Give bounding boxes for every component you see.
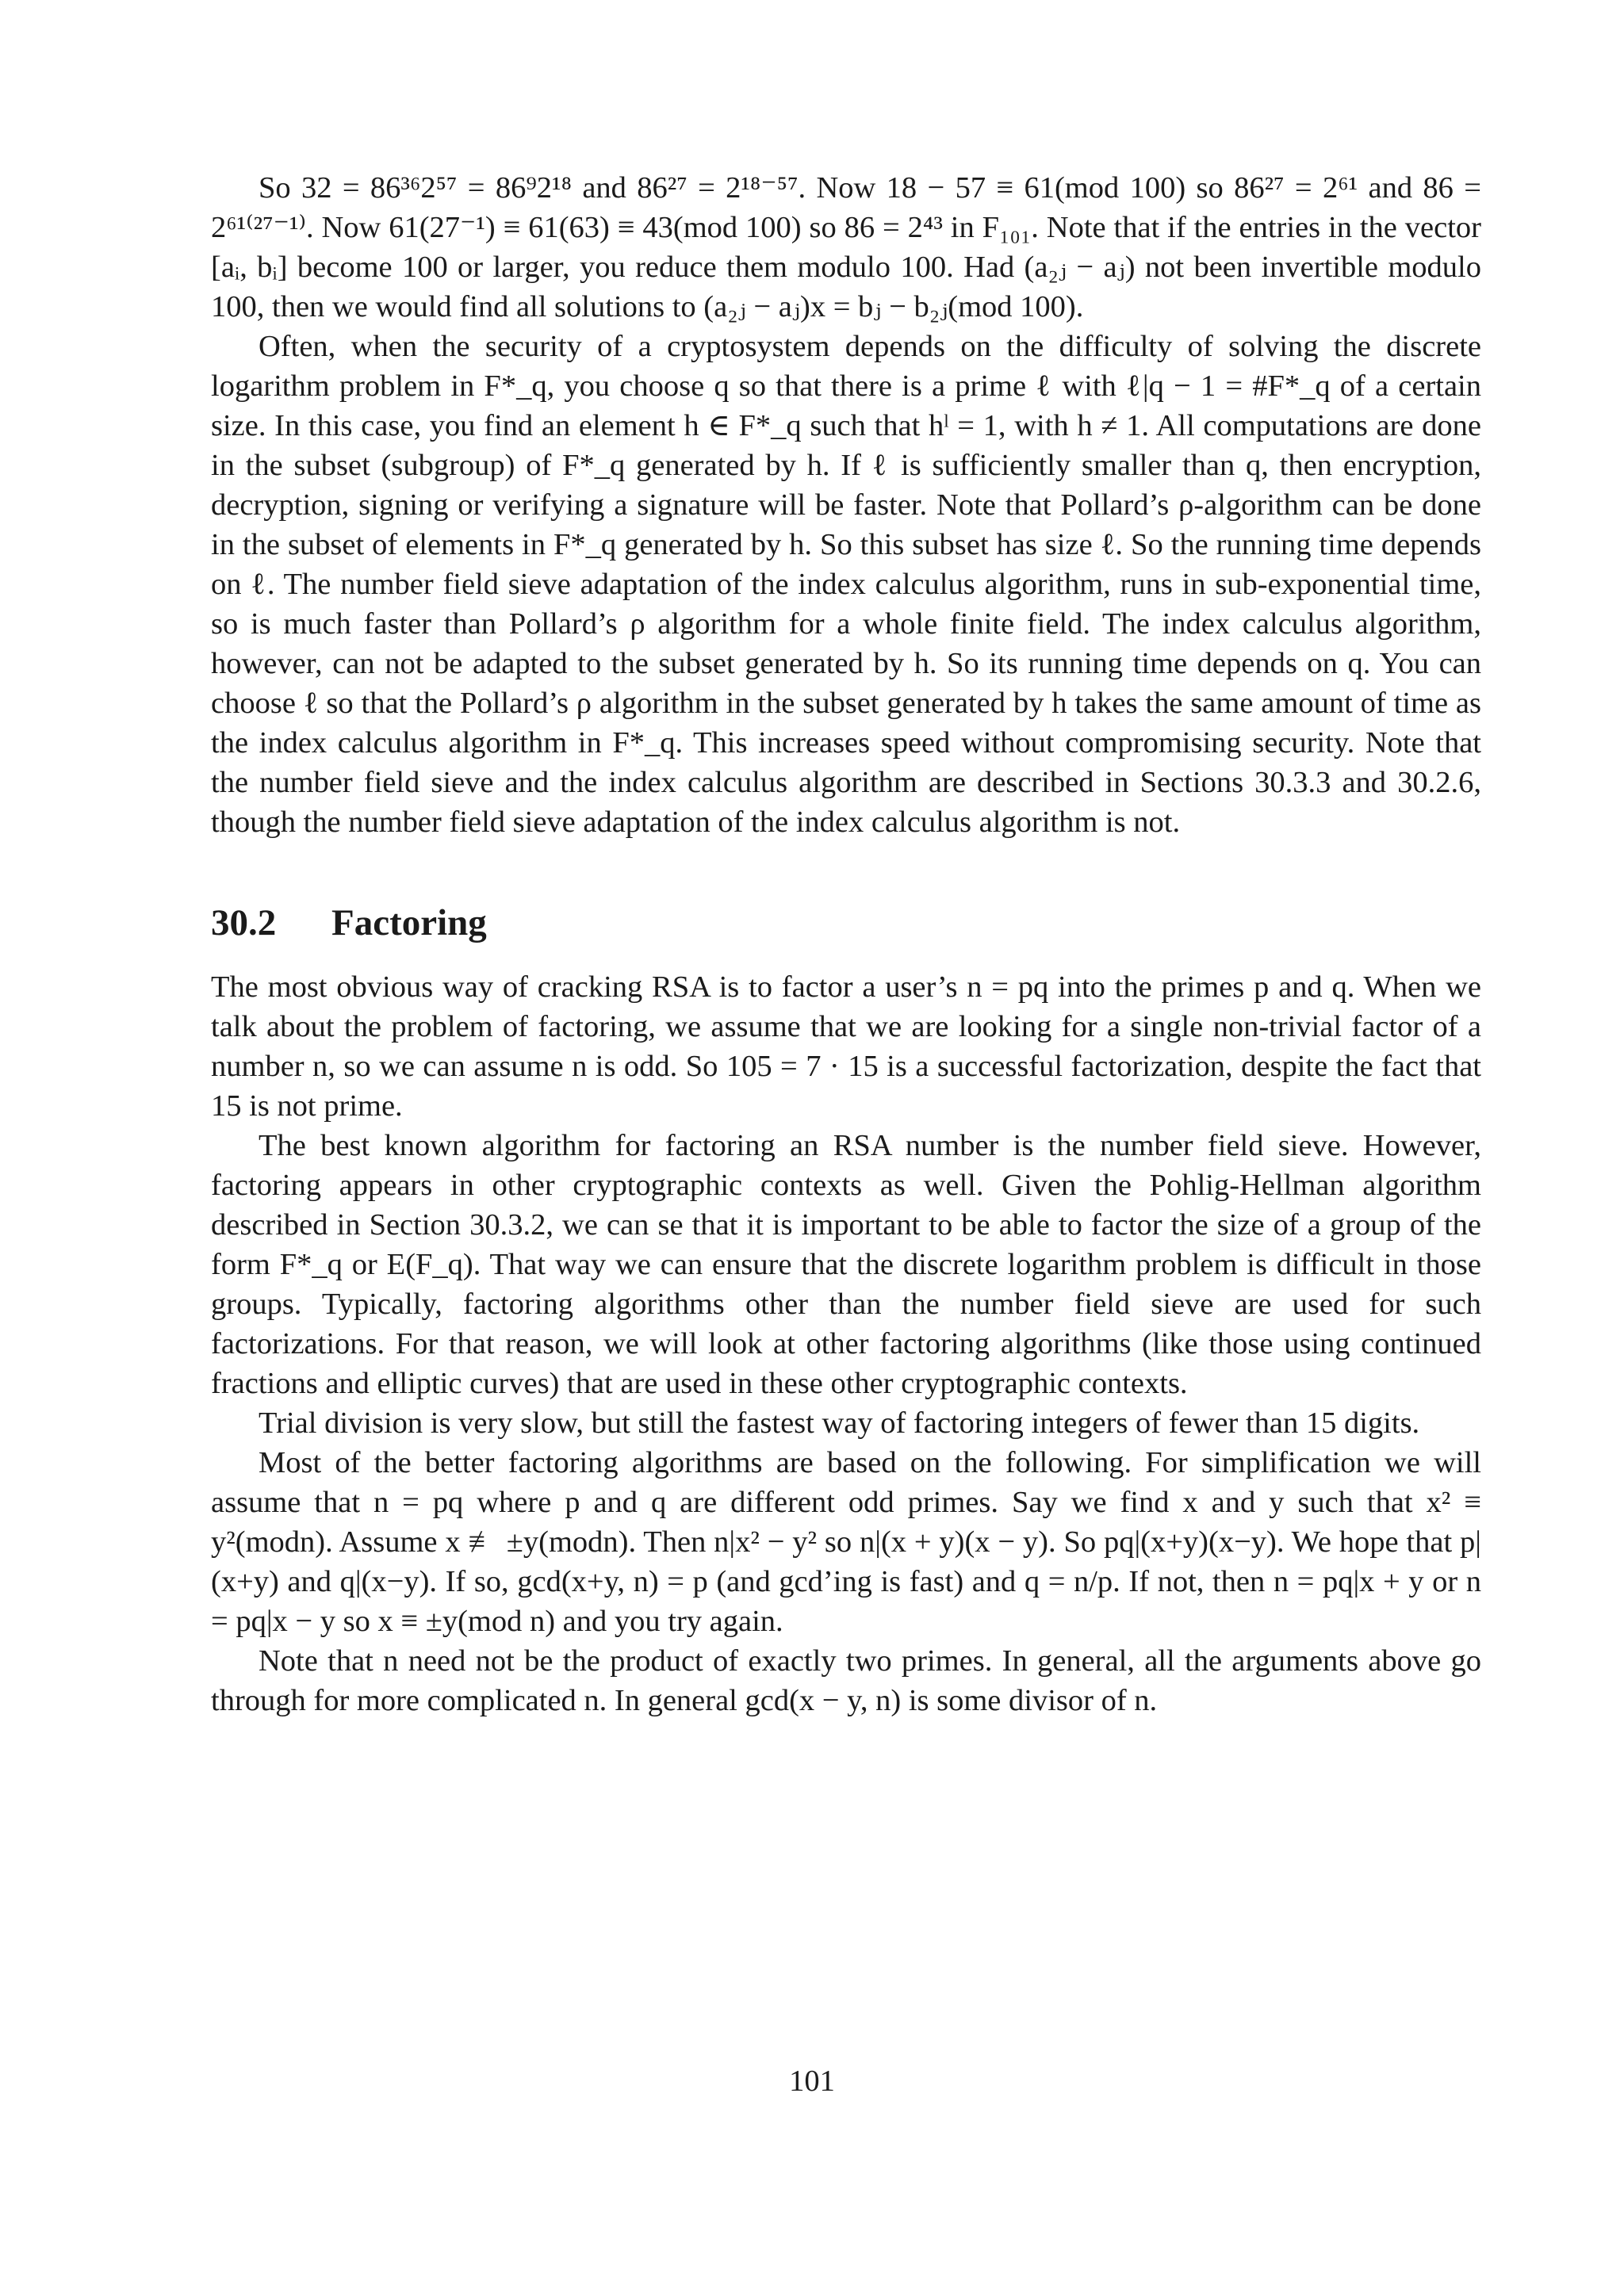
section-heading: [211, 899, 1481, 947]
paragraph-rsa-factoring: The most obvious way of cracking RSA is to factor a user’s n = pq into the primes p and q. When we talk about the problem of factoring, we assume that we are looking for a single non-trivial factor of a number n, so we can assume n is odd. So 105 = 7 · 15 is a successful factorization, despite the fact that 15 is not prime.: [211, 970, 1481, 1123]
paragraph-number-field-sieve: The best known algorithm for factoring an RSA number is the number field sieve. However, factoring appears in other cryptographic contexts as well. Given the Pohlig-Hellman algorithm described in Section 30.3.2, we can se that it is important to be able to factor the size of a group of the form F*_q or E(F_q). That way we can ensure that the discrete logarithm problem is difficult in those groups. Typically, factoring algorithms other than the number field sieve are used for such factorizations. For that reason, we will look at other factoring algorithms (like those using continued fractions and elliptic curves) that are used in these other cryptographic contexts.: [211, 1129, 1481, 1400]
paragraph-difference-of-squares: Most of the better factoring algorithms are based on the following. For simplification we will assume that n = pq where p and q are different odd primes. Say we find x and y such that x² ≡ y²(modn). Assume x ≢ ±y(modn). Then n|x² − y² so n|(x + y)(x − y). So pq|(x+y)(x−y). We hope that p|(x+y) and q|(x−y). If so, gcd(x+y, n) = p (and gcd’ing is fast) and q = n/p. If not, then n = pq|x + y or n = pq|x − y so x ≡ ±y(mod n) and you try again.: [211, 1446, 1481, 1638]
paragraph-trial-division: Trial division is very slow, but still the fastest way of factoring integers of fewer than 15 digits.: [259, 1406, 1420, 1440]
paragraph-discrete-log-example: So 32 = 86³⁶2⁵⁷ = 86⁹2¹⁸ and 86²⁷ = 2¹⁸⁻⁵⁷. Now 18 − 57 ≡ 61(mod 100) so 86²⁷ = 2⁶¹ and 86 = 2⁶¹⁽²⁷⁻¹⁾. Now 61(27⁻¹) ≡ 61(63) ≡ 43(mod 100) so 86 = 2⁴³ in F₁₀₁. Note that if the entries in the vector [aᵢ, bᵢ] become 100 or larger, you reduce them modulo 100. Had (a₂ⱼ − aⱼ) not been invertible modulo 100, then we would find all solutions to (a₂ⱼ − aⱼ)x = bⱼ − b₂ⱼ(mod 100).: [211, 171, 1481, 323]
section-number: 30.2: [211, 902, 277, 943]
page-number: 101: [789, 2064, 835, 2098]
paragraph-general-n: Note that n need not be the product of exactly two primes. In general, all the arguments above go through for more complicated n. In general gcd(x − y, n) is some divisor of n.: [211, 1644, 1481, 1717]
page-body: [211, 168, 1481, 1720]
section-title: Factoring: [331, 902, 487, 943]
paragraph-subgroup-security: Often, when the security of a cryptosystem depends on the difficulty of solving the discrete logarithm problem in F*_q, you choose q so that there is a prime ℓ with ℓ|q − 1 = #F*_q of a certain size. In this case, you find an element h ∈ F*_q such that hˡ = 1, with h ≠ 1. All computations are done in the subset (subgroup) of F*_q generated by h. If ℓ is sufficiently smaller than q, then encryption, decryption, signing or verifying a signature will be faster. Note that Pollard’s ρ-algorithm can be done in the subset of elements in F*_q generated by h. So this subset has size ℓ. So the running time depends on ℓ. The number field sieve adaptation of the index calculus algorithm, runs in sub-exponential time, so is much faster than Pollard’s ρ algorithm for a whole finite field. The index calculus algorithm, however, can not be adapted to the subset generated by h. So its running time depends on q. You can choose ℓ so that the Pollard’s ρ algorithm in the subset generated by h takes the same amount of time as the index calculus algorithm in F*_q. This increases speed without compromising security. Note that the number field sieve and the index calculus algorithm are described in Sections 30.3.3 and 30.2.6, though the number field sieve adaptation of the index calculus algorithm is not.: [211, 330, 1481, 839]
